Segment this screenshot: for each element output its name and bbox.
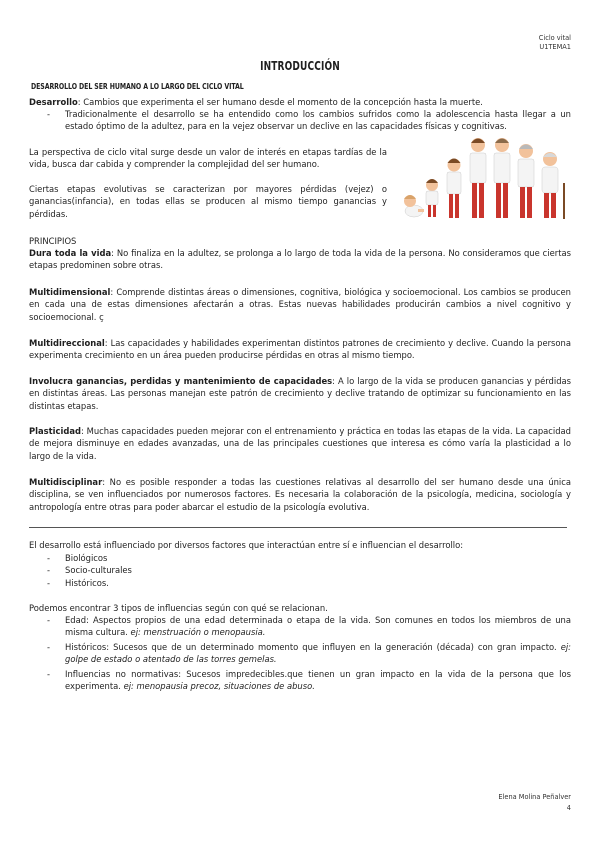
header-unit: U1TEMA1	[539, 43, 571, 51]
factor-item: Históricos.	[65, 578, 109, 588]
bullet-dash: -	[47, 615, 51, 625]
principle-term: Multidisciplinar	[29, 477, 103, 487]
page-header	[539, 34, 571, 52]
desarrollo-bullet: Tradicionalmente el desarrollo se ha entendido como los cambios sufridos como la adolescencia hasta llegar a un estado óptimo de la adultez, para en la vejez observar un declive en las capacidades físicas y cognitivas.	[65, 109, 571, 132]
desarrollo-term: Desarrollo	[29, 97, 78, 107]
baby-figure	[404, 195, 424, 217]
desarrollo-definition	[29, 96, 571, 108]
factor-item: Biológicos	[65, 553, 108, 563]
influence-example: ej: menstruación o menopausia.	[130, 627, 266, 638]
principle-item	[29, 476, 571, 513]
influence-text: Históricos: Sucesos que de un determinado momento que influyen en la generación (década) con gran impacto.	[65, 642, 561, 652]
influence-text: Edad: Aspectos propios de una edad determinada o etapa de la vida. Son comunes en todos los miembros de una misma cultura.	[65, 615, 571, 638]
influences-intro: Podemos encontrar 3 tipos de influencias según con qué se relacionan.	[29, 603, 328, 613]
page-number: 4	[566, 804, 571, 812]
footer-author: Elena Molina Peñalver	[498, 793, 571, 801]
middle-age-figure	[494, 138, 510, 218]
principle-item	[29, 247, 571, 272]
influence-item	[65, 641, 571, 666]
principle-text: : A lo largo de la vida se producen ganancias y pérdidas en distintas áreas. Las personas manejan este patrón de crecimiento y declive tratando de optimizar su funcionamiento en las distintas etapas.	[29, 376, 572, 411]
influence-item	[65, 614, 571, 639]
influence-item	[65, 668, 571, 693]
influence-example: ej: golpe de estado o atentado de las torres gemelas.	[65, 642, 571, 665]
page-title: INTRODUCCIÓN	[260, 58, 340, 73]
header-course: Ciclo vital	[538, 34, 571, 42]
principle-text: : Las capacidades y habilidades experimentan distintos patrones de crecimiento y declive. Cuando la persona experimenta crecimiento en un área pueden producirse pérdidas en otras al mismo tiempo.	[29, 338, 571, 361]
principle-text: : Muchas capacidades pueden mejorar con el entrenamiento y práctica en todas las etapas de la vida. La capacidad de mejora disminuye en edades avanzadas, una de las principales cuestiones que interesa es cómo varía la plasticidad a lo largo de la vida.	[29, 426, 571, 461]
stages-paragraph: Ciertas etapas evolutivas se caracterizan por mayores pérdidas (vejez) o ganancias(infancia), en todas ellas se producen al mismo tiempo ganancias y pérdidas.	[29, 184, 387, 219]
bullet-dash: -	[47, 642, 51, 652]
principle-text: : No es posible responder a todas las cuestiones relativas al desarrollo del ser humano desde una única disciplina, se ven influenciados por numerosos factores. Es necesaria la colaboración de la psicología, medicina, sociología y antropología entre otras para poder abarcar el estudio de la psicología evolutiva.	[29, 477, 571, 512]
page-footer	[498, 792, 571, 814]
factors-intro: El desarrollo está influenciado por diversos factores que interactúan entre sí e influencian el desarrollo:	[29, 540, 464, 550]
child-figure	[426, 179, 438, 217]
elderly-figure	[542, 152, 564, 219]
desarrollo-def: : Cambios que experimenta el ser humano desde el momento de la concepción hasta la muerte.	[77, 97, 483, 107]
principle-text: : No finaliza en la adultez, se prolonga a lo largo de toda la vida de la persona. No consideramos que ciertas etapas predominen sobre otras.	[29, 248, 571, 271]
teen-figure	[447, 159, 461, 219]
bullet-dash: -	[47, 669, 51, 679]
influence-text: Influencias no normativas: Sucesos impredecibles.que tienen un gran impacto en la vida de la persona que los experimenta.	[65, 669, 571, 692]
principle-term: Involucra ganancias, perdidas y mantenimiento de capacidades	[29, 376, 333, 386]
bullet-dash: -	[47, 553, 51, 563]
principle-text: : Comprende distintas áreas o dimensiones, cognitiva, biológica y socioemocional. Los cambios se producen en cada una de estas dimensiones afectarán a otras. Estas nuevas habilidades producirán cambios a nivel cognitivo y socioemocional. ç	[29, 287, 571, 322]
principles-heading: PRINCIPIOS	[29, 236, 77, 246]
life-cycle-illustration	[398, 131, 570, 223]
bullet-dash: -	[47, 565, 51, 575]
bullet-dash: -	[47, 578, 51, 588]
principle-term: Dura toda la vida	[29, 248, 112, 258]
bullet-dash: -	[47, 109, 51, 119]
principle-item	[29, 286, 571, 323]
older-adult-figure	[518, 144, 534, 218]
influence-example: ej: menopausia precoz, situaciones de abuso.	[123, 681, 315, 692]
principle-term: Multidimensional	[29, 287, 111, 297]
section-subtitle: DESARROLLO DEL SER HUMANO A LO LARGO DEL CICLO VITAL	[31, 82, 244, 91]
section-divider	[29, 527, 567, 528]
principle-item	[29, 337, 571, 362]
perspective-paragraph: La perspectiva de ciclo vital surge desde un valor de interés en etapas tardías de la vida, busca dar cabida y comprender la complejidad del ser humano.	[29, 147, 387, 170]
principle-item	[29, 425, 571, 462]
principle-term: Plasticidad	[29, 426, 81, 436]
principle-term: Multidireccional	[29, 338, 105, 348]
principle-item	[29, 375, 571, 412]
factor-item: Socio-culturales	[65, 565, 132, 575]
adult-figure	[470, 138, 486, 218]
